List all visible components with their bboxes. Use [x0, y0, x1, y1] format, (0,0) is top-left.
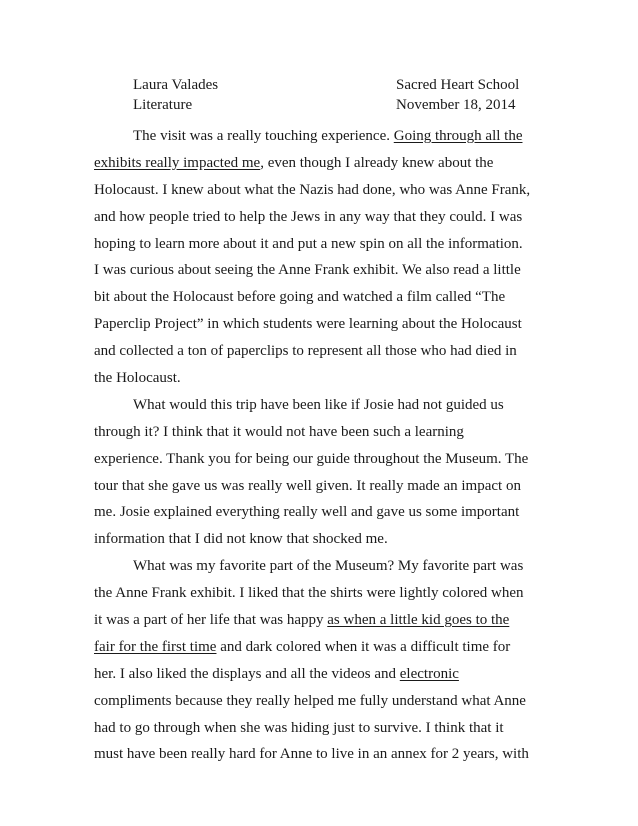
header-left — [133, 75, 218, 115]
text-run: information that I did not know that shocked me. — [94, 531, 388, 548]
text-run: the Anne Frank exhibit. I liked that the shirts were lightly colored when — [94, 585, 524, 602]
essay-line — [94, 499, 544, 526]
text-run: me. Josie explained everything really well and gave us some important — [94, 504, 520, 521]
subject-name: Literature — [133, 97, 193, 113]
text-run: the Holocaust. — [94, 370, 181, 387]
essay-body — [94, 123, 544, 768]
text-run: What would this trip have been like if Josie had not guided us — [133, 396, 504, 413]
essay-line — [94, 123, 544, 150]
author-name: Laura Valades — [133, 77, 219, 93]
text-run: it was a part of her life that was happy — [94, 612, 328, 629]
text-run: Holocaust. I knew about what the Nazis had done, who was Anne Frank, — [94, 181, 531, 198]
text-run: , even though I already knew about the — [260, 154, 494, 171]
essay-line — [94, 473, 544, 500]
essay-line — [94, 688, 544, 715]
text-run: compliments because they really helped me fully understand what Anne — [94, 692, 526, 709]
text-run: experience. Thank you for being our guide throughout the Museum. The — [94, 450, 529, 467]
essay-line — [94, 446, 544, 473]
essay-line — [94, 365, 544, 392]
essay-line — [94, 607, 544, 634]
underlined-text: fair for the first time — [94, 638, 217, 655]
text-run: and dark colored when it was a difficult time for — [216, 638, 511, 655]
text-run: I was curious about seeing the Anne Frank exhibit. We also read a little — [94, 262, 521, 279]
text-run: hoping to learn more about it and put a new spin on all the information. — [94, 235, 523, 252]
text-run: What was my favorite part of the Museum? My favorite part was — [133, 558, 524, 575]
text-run: through it? I think that it would not have been such a learning — [94, 423, 464, 440]
essay-line — [94, 284, 544, 311]
document-date: November 18, 2014 — [396, 97, 516, 113]
essay-line — [94, 553, 544, 580]
essay-line — [94, 204, 544, 231]
essay-line — [94, 338, 544, 365]
underlined-text: electronic — [399, 665, 459, 682]
underlined-text: exhibits really impacted me — [94, 154, 261, 171]
underlined-text: as when a little kid goes to the — [327, 612, 510, 629]
essay-line — [94, 741, 544, 768]
text-run: tour that she gave us was really well given. It really made an impact on — [94, 477, 521, 494]
essay-line — [94, 311, 544, 338]
underlined-text: Going through all the — [393, 128, 523, 144]
text-run: bit about the Holocaust before going and watched a film called “The — [94, 289, 506, 306]
text-run: and how people tried to help the Jews in any way that they could. I was — [94, 208, 523, 225]
essay-line — [94, 419, 544, 446]
essay-line — [94, 634, 544, 661]
essay-line — [94, 150, 544, 177]
text-run: and collected a ton of paperclips to represent all those who had died in — [94, 343, 517, 360]
header-right — [396, 75, 519, 115]
essay-line — [94, 257, 544, 284]
essay-line — [94, 177, 544, 204]
text-run: must have been really hard for Anne to live in an annex for 2 years, with — [94, 746, 529, 763]
text-run: had to go through when she was hiding just to survive. I think that it — [94, 719, 504, 736]
essay-line — [94, 715, 544, 742]
essay-line — [94, 392, 544, 419]
essay-line — [94, 580, 544, 607]
essay-line — [94, 661, 544, 688]
essay-line — [94, 526, 544, 553]
essay-line — [94, 231, 544, 258]
text-run: The visit was a really touching experience. — [133, 128, 394, 144]
school-name: Sacred Heart School — [396, 77, 520, 93]
text-run: Paperclip Project” in which students were learning about the Holocaust — [94, 316, 522, 333]
text-run: her. I also liked the displays and all the videos and — [94, 665, 400, 682]
